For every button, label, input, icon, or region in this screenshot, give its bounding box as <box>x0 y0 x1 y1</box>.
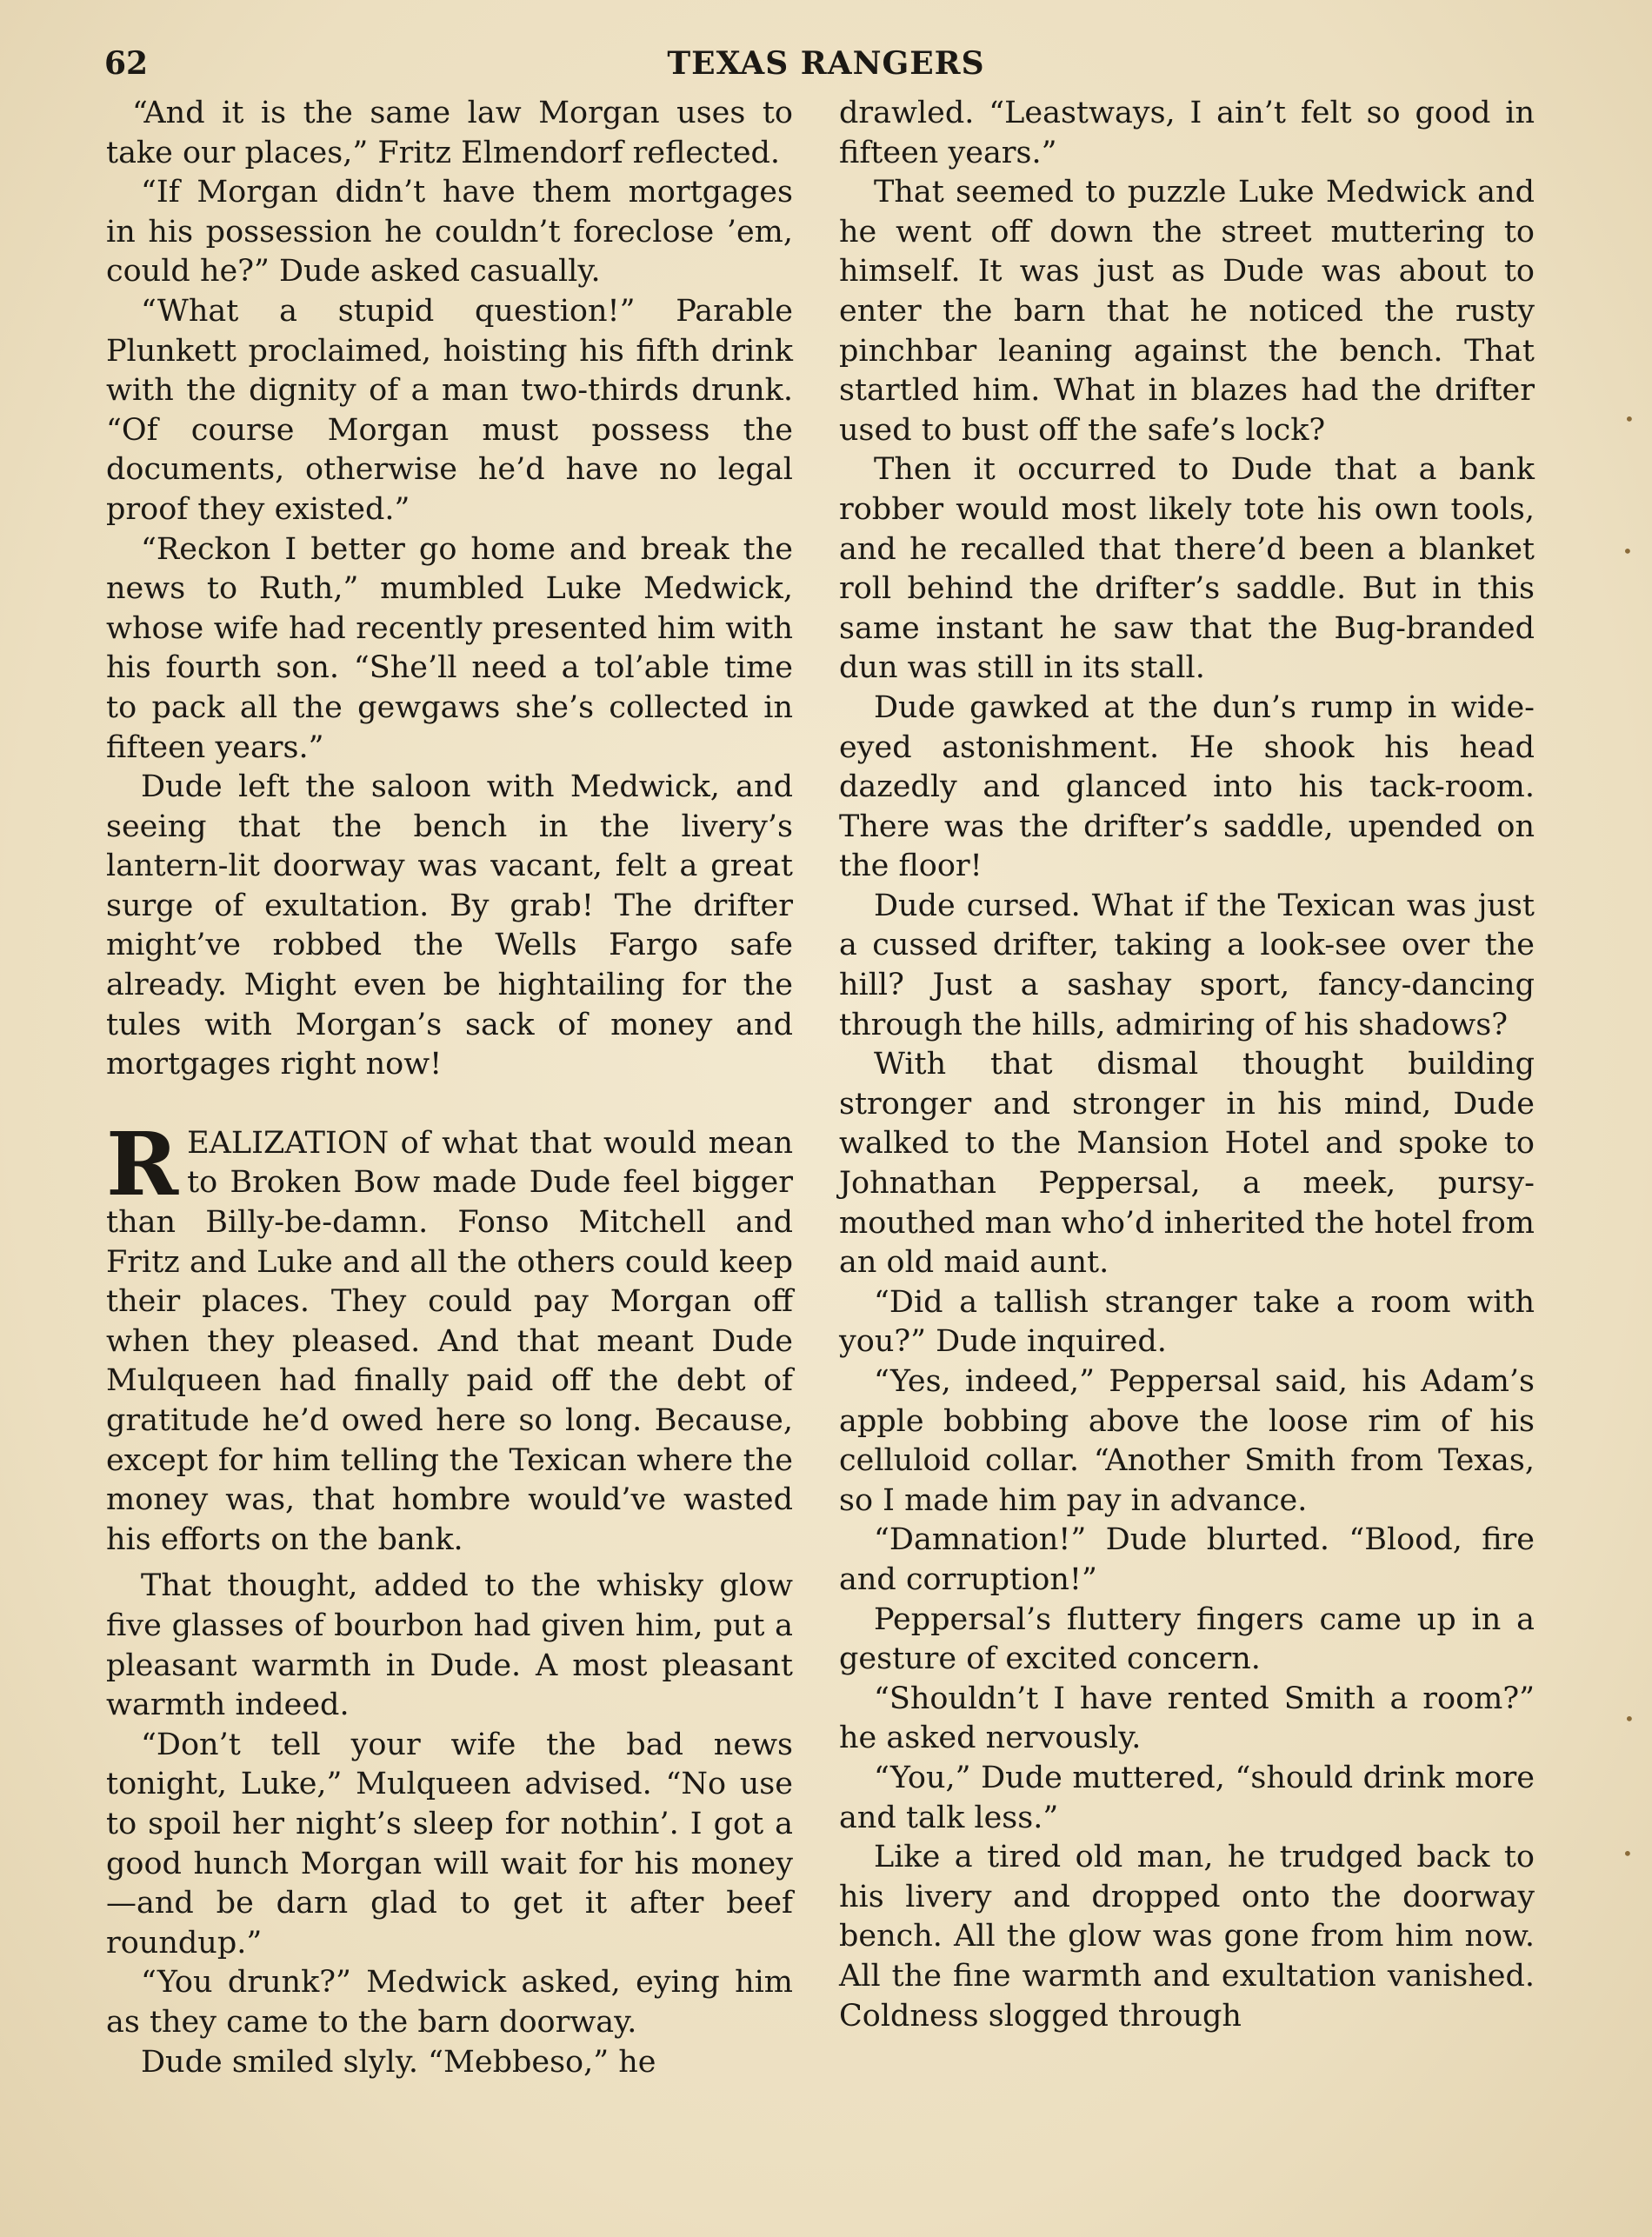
section-opening-paragraph <box>106 1112 793 1561</box>
paragraph: “You,” Dude muttered, “should drink more and talk less.” <box>839 1760 1535 1835</box>
section-first-text: EALIZATION of what that would mean to Broken Bow made Dude feel bigger than Billy-be-damn. Fonso Mitchell and Fritz and Luke and all the others could keep their places. They could pay Morgan off when they pleased. And that meant Dude Mulqueen had finally paid off the debt of gratitude he’d owed here so long. Because, except for him telling the Texican where the money was, that hombre would’ve wasted his efforts on the bank. <box>106 1125 793 1557</box>
page-header <box>104 45 1548 89</box>
right-column <box>839 94 1535 2036</box>
left-column <box>106 94 793 2082</box>
paragraph: “Don’t tell your wife the bad news tonight, Luke,” Mulqueen advised. “No use to spoil her night’s sleep for nothin’. I got a good hunch Morgan will wait for his money—and be darn glad to get it after beef roundup.” <box>106 1727 793 1961</box>
paragraph: That thought, added to the whisky glow five glasses of bourbon had given him, put a pleasant warmth in Dude. A most pleasant warmth indeed. <box>106 1568 793 1723</box>
paragraph: Like a tired old man, he trudged back to his livery and dropped onto the doorway bench. All the glow was gone from him now. All the fine warmth and exultation vanished. Coldness slogged through <box>839 1840 1535 2034</box>
paper-speck: • <box>1624 1708 1635 1729</box>
paragraph: Dude smiled slyly. “Mebbeso,” he <box>141 2044 656 2080</box>
paragraph: With that dismal thought building stronger and stronger in his mind, Dude walked to the Mansion Hotel and spoke to Johnathan Peppersal, a meek, pursy-mouthed man who’d inherited the hotel from an old maid aunt. <box>839 1047 1535 1281</box>
paper-speck: • <box>1624 409 1635 429</box>
paragraph: Dude cursed. What if the Texican was just a cussed drifter, taking a look-see over the hill? Just a sashay sport, fancy-dancing through the hills, admiring of his shadows? <box>839 888 1535 1042</box>
paragraph: “Shouldn’t I have rented Smith a room?” he asked nervously. <box>839 1681 1535 1756</box>
paragraph: “Did a tallish stranger take a room with you?” Dude inquired. <box>839 1284 1535 1360</box>
paragraph: “Damnation!” Dude blurted. “Blood, fire and corruption!” <box>839 1522 1535 1597</box>
paragraph: Dude gawked at the dun’s rump in wide-eyed astonishment. He shook his head dazedly and glanced into his tack-room. There was the drifter’s saddle, upended on the floor! <box>839 689 1535 884</box>
magazine-title: TEXAS RANGERS <box>667 45 985 82</box>
paragraph: Dude left the saloon with Medwick, and seeing that the bench in the livery’s lantern-lit doorway was vacant, felt a great surge of exultation. By grab! The drifter might’ve robbed the Wells Fargo safe already. Might even be hightailing for the tules with Morgan’s sack of money and mortgages right now! <box>106 769 793 1082</box>
drop-cap: R <box>106 1112 179 1215</box>
paper-speck: • <box>1622 541 1633 562</box>
paragraph: That seemed to puzzle Luke Medwick and he went off down the street muttering to himself. It was just as Dude was about to enter the barn that he noticed the rusty pinchbar leaning against the bench. That startled him. What in blazes had the drifter used to bust off the safe’s lock? <box>839 175 1535 448</box>
paragraph: “If Morgan didn’t have them mortgages in his possession he couldn’t foreclose ’em, could he?” Dude asked casually. <box>106 175 793 290</box>
paragraph-continuation: drawled. “Leastways, I ain’t felt so good in fifteen years.” <box>839 96 1535 170</box>
paper-speck: • <box>1622 1843 1633 1864</box>
paragraph: “Yes, indeed,” Peppersal said, his Adam’s apple bobbing above the loose rim of his celluloid collar. “Another Smith from Texas, so I made him pay in advance. <box>839 1364 1535 1518</box>
paragraph: “You drunk?” Medwick asked, eying him as they came to the barn doorway. <box>106 1965 793 2040</box>
paragraph: “Reckon I better go home and break the news to Ruth,” mumbled Luke Medwick, whose wife had recently presented him with his fourth son. “She’ll need a tol’able time to pack all the gewgaws she’s collected in fifteen years.” <box>106 531 793 765</box>
page-number: 62 <box>104 45 149 82</box>
paragraph: Then it occurred to Dude that a bank robber would most likely tote his own tools, and he recalled that there’d been a blanket roll behind the drifter’s saddle. But in this same instant he saw that the Bug-branded dun was still in its stall. <box>839 452 1535 686</box>
paragraph: Peppersal’s fluttery fingers came up in a gesture of excited concern. <box>839 1601 1535 1677</box>
paragraph: “And it is the same law Morgan uses to take our places,” Fritz Elmendorf reflected. <box>106 96 793 170</box>
paragraph: “What a stupid question!” Parable Plunkett proclaimed, hoisting his fifth drink with the dignity of a man two-thirds drunk. “Of course Morgan must possess the documents, otherwise he’d have no legal proof they existed.” <box>106 293 793 527</box>
